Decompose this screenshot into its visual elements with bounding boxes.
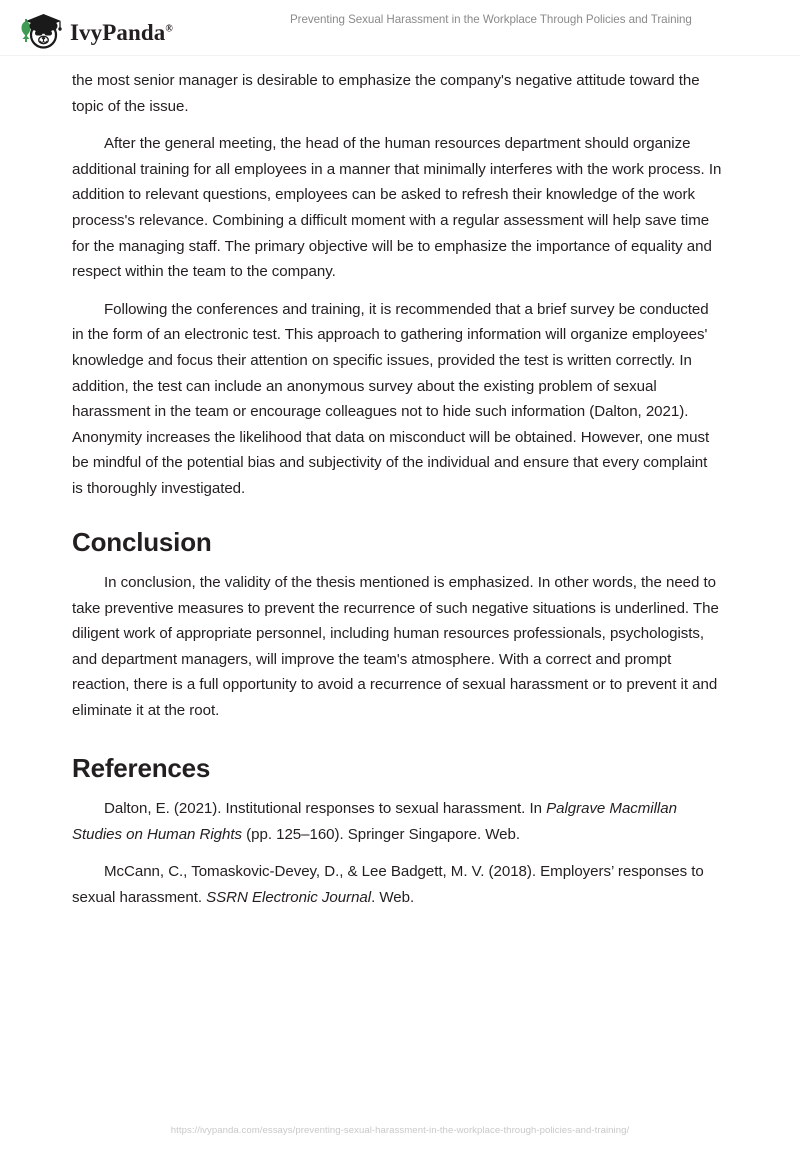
reference-prefix: Dalton, E. (2021). Institutional responses to sexual harassment. In bbox=[104, 800, 547, 818]
reference-prefix: McCann, C., Tomaskovic-Devey, D., & Lee Badgett, M. V. (2018). Employers’ responses to sexual harassment. bbox=[72, 863, 704, 907]
reference-entry bbox=[72, 859, 722, 910]
ivypanda-brand[interactable] bbox=[16, 9, 173, 51]
heading-conclusion: Conclusion bbox=[72, 526, 212, 557]
document-title-header: Preventing Sexual Harassment in the Workplace Through Policies and Training bbox=[290, 13, 692, 26]
reference-entry bbox=[72, 796, 722, 847]
reference-source-title: Palgrave Macmillan Studies on Human Rights bbox=[72, 800, 677, 843]
reference-source-title: SSRN Electronic Journal bbox=[206, 889, 372, 907]
brand-name bbox=[70, 21, 173, 44]
document-body bbox=[72, 68, 722, 923]
registered-trademark-icon: ® bbox=[165, 22, 173, 34]
ivypanda-panda-logo-icon bbox=[16, 9, 64, 51]
paragraph-survey: Following the conferences and training, it is recommended that a brief survey be conducted in the form of an electronic test. This approach to gathering information will organize employees' knowledge and focus their attention on specific issues, provided the test is written correctly. In addition, the test can include an anonymous survey about the existing problem of sexual harassment in the team or encourage colleagues not to hide such information (Dalton, 2021). Anonymity increases the likelihood that data on misconduct will be obtained. However, one must be mindful of the potential bias and subjectivity of the individual and ensure that every complaint is thoroughly investigated. bbox=[72, 300, 710, 497]
heading-references: References bbox=[72, 752, 211, 783]
page-footer bbox=[0, 1120, 800, 1138]
paragraph-continuation: the most senior manager is desirable to emphasize the company's negative attitude toward the topic of the issue. bbox=[72, 72, 700, 115]
header-divider bbox=[0, 55, 800, 56]
brand-name-text: IvyPanda bbox=[70, 19, 166, 45]
paragraph-conclusion: In conclusion, the validity of the thesis mentioned is emphasized. In other words, the need to take preventive measures to prevent the recurrence of such negative situations is underlined. The diligent work of appropriate personnel, including human resources professionals, psychologists, and department managers, will improve the team's atmosphere. With a correct and prompt reaction, there is a full opportunity to avoid a recurrence of sexual harassment or to prevent it and eliminate it at the root. bbox=[72, 574, 719, 720]
reference-suffix: (pp. 125–160). Springer Singapore. Web. bbox=[242, 825, 520, 843]
paragraph-training: After the general meeting, the head of the human resources department should organize additional training for all employees in a manner that minimally interferes with the work process. In addition to relevant questions, employees can be asked to refresh their knowledge of the work process's relevance. Combining a difficult moment with a regular assessment will help save time for the managing staff. The primary objective will be to emphasize the importance of equality and respect within the team to the company. bbox=[72, 135, 722, 281]
reference-suffix: . Web. bbox=[371, 889, 415, 907]
source-url[interactable]: https://ivypanda.com/essays/preventing-sexual-harassment-in-the-workplace-through-policies-and-training/ bbox=[170, 1125, 630, 1136]
page-header bbox=[0, 0, 800, 56]
